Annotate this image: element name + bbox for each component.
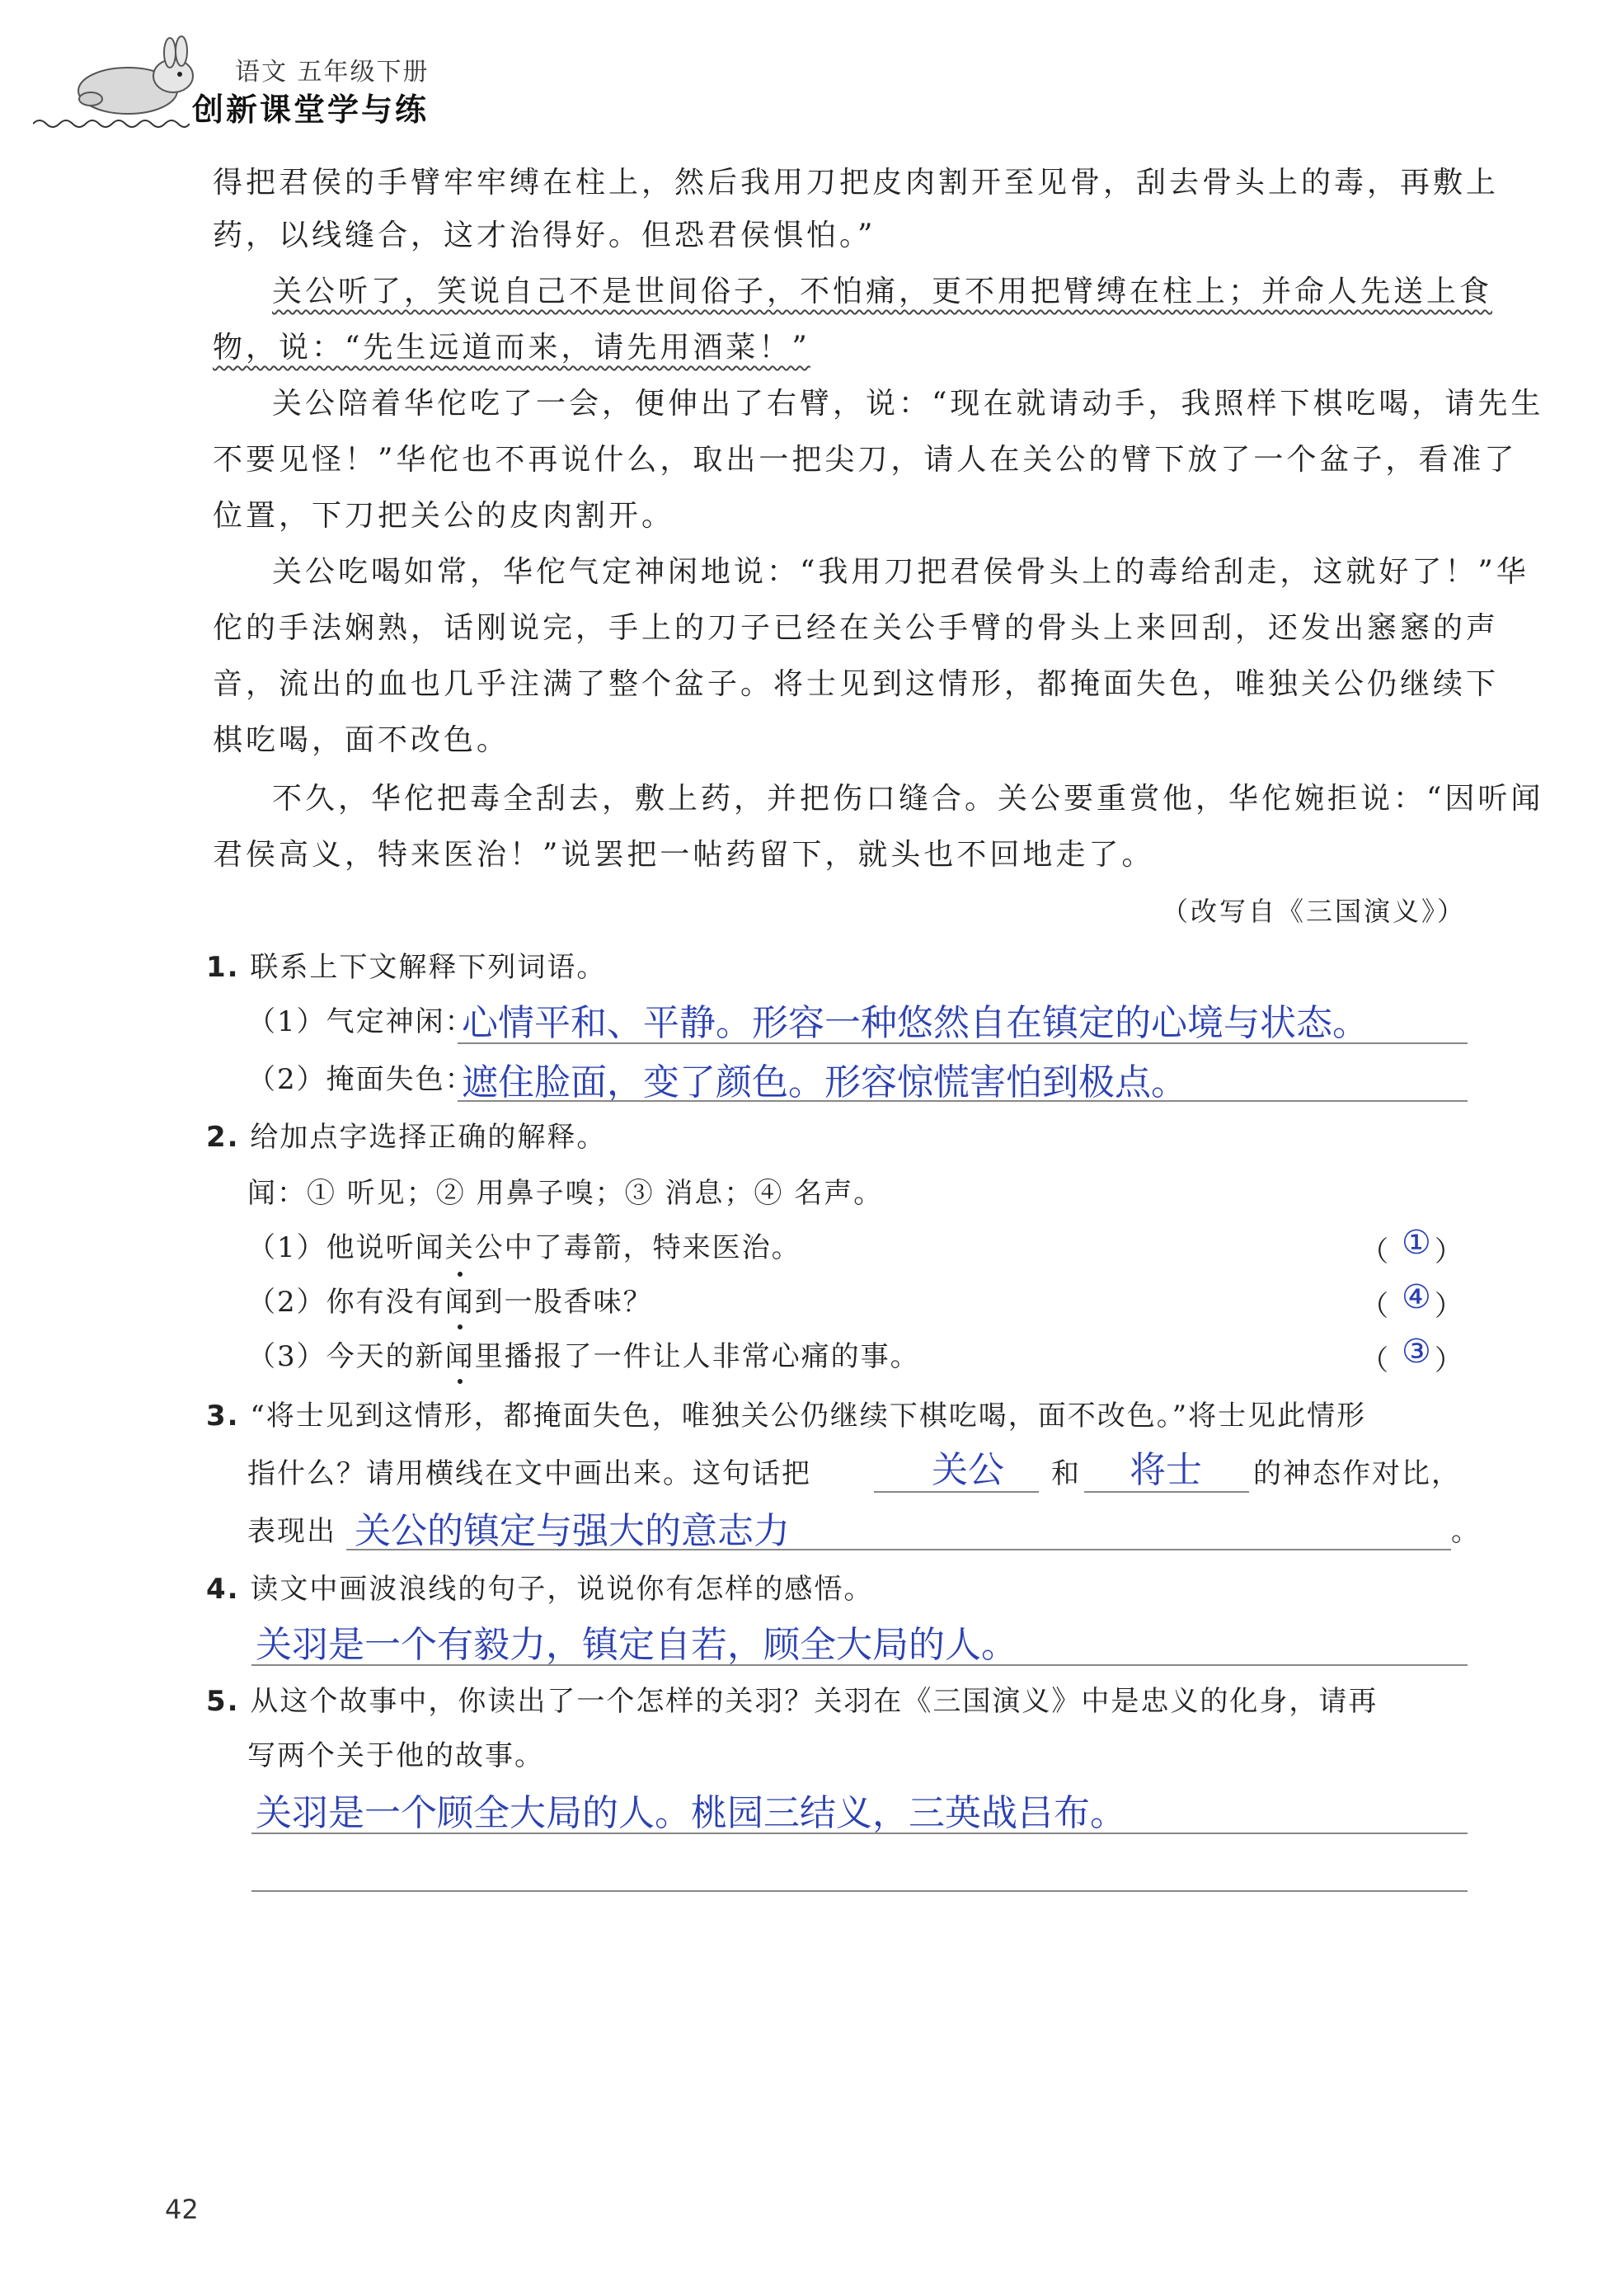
answer-line (251, 1890, 1468, 1892)
passage-source: （改写自《三国演义》） (1161, 896, 1466, 927)
paren-open: （ (1360, 1290, 1388, 1323)
q2-options: 闻：① 听见；② 用鼻子嗅；③ 消息；④ 名声。 (247, 1177, 884, 1210)
q3-line3-a: 表现出 (247, 1515, 336, 1548)
q1-item-label: （1）气定神闲： (247, 1005, 475, 1038)
q2-item-3: （3）今天的新闻里播报了一件让人非常心痛的事。 (247, 1340, 920, 1373)
passage-line: 佗的手法娴熟，话刚说完，手上的刀子已经在关公手臂的骨头上来回刮，还发出窸窸的声 (213, 611, 1500, 645)
q5-answer[interactable]: 关羽是一个顾全大局的人。桃园三结义，三英战吕布。 (256, 1792, 1126, 1834)
answer-line (251, 1833, 1468, 1834)
passage-line: 音，流出的血也几乎注满了整个盆子。将士见到这情形，都掩面失色，唯独关公仍继续下 (213, 667, 1500, 701)
rabbit-mascot-icon (58, 33, 198, 124)
answer-line (251, 1664, 1468, 1666)
passage-line-wavy: 关公听了，笑说自己不是世间俗子，不怕痛，更不用把臂缚在柱上；并命人先送上食 (272, 275, 1493, 308)
q3-line2-a: 指什么？请用横线在文中画出来。这句话把 (247, 1457, 811, 1490)
q4-answer[interactable]: 关羽是一个有毅力，镇定自若，顾全大局的人。 (256, 1624, 1017, 1666)
emphasis-dot (458, 1324, 463, 1329)
header-wavy-divider (33, 115, 190, 132)
passage-line: 不久，华佗把毒全刮去，敷上药，并把伤口缝合。关公要重赏他，华佗婉拒说：“因听闻 (272, 782, 1544, 816)
paren-open: （ (1360, 1344, 1388, 1377)
paren-close: ） (1435, 1290, 1463, 1323)
q1-answer-2[interactable]: 遮住脸面，变了颜色。形容惊慌害怕到极点。 (462, 1061, 1187, 1103)
answer-line (346, 1549, 1451, 1550)
q1-item-label: （2）掩面失色： (247, 1063, 475, 1096)
q3-line2-c: 的神态作对比， (1253, 1457, 1461, 1490)
q3-answer-a[interactable]: 关公 (932, 1449, 1004, 1491)
passage-line: 君侯高义，特来医治！”说罢把一帖药留下，就头也不回地走了。 (213, 838, 1155, 872)
page-number: 42 (165, 2194, 199, 2225)
q3-answer-b[interactable]: 将士 (1130, 1449, 1202, 1491)
answer-line (458, 1042, 1468, 1044)
q2-item-2: （2）你有没有闻到一股香味？ (247, 1286, 653, 1319)
passage-line-wavy: 物，说：“先生远道而来，请先用酒菜！” (213, 331, 810, 365)
passage-line: 关公吃喝如常，华佗气定神闲地说：“我用刀把君侯骨头上的毒给刮走，这就好了！”华 (272, 555, 1529, 589)
q3-line3-end: 。 (1451, 1515, 1481, 1548)
question-5: 5. 从这个故事中，你读出了一个怎样的关羽？关羽在《三国演义》中是忠义的化身，请再 (206, 1685, 1379, 1718)
answer-line (458, 1100, 1468, 1102)
passage-line: 棋吃喝，面不改色。 (213, 723, 510, 757)
answer-line (1084, 1491, 1249, 1493)
q1-answer-1[interactable]: 心情平和、平静。形容一种悠然自在镇定的心境与状态。 (462, 1002, 1369, 1044)
q2-answer-1[interactable]: ① (1402, 1224, 1431, 1262)
book-subtitle: 语文 五年级下册 (235, 58, 430, 87)
question-4: 4. 读文中画波浪线的句子，说说你有怎样的感悟。 (206, 1573, 874, 1606)
emphasis-dot (458, 1272, 463, 1277)
q3-line2-b: 和 (1051, 1457, 1081, 1490)
q2-answer-2[interactable]: ④ (1402, 1278, 1431, 1316)
paren-close: ） (1435, 1235, 1463, 1268)
series-title: 创新课堂学与练 (192, 92, 430, 128)
passage-line: 位置，下刀把关公的皮肉割开。 (213, 499, 675, 533)
passage-line: 药，以线缝合，这才治得好。但恐君侯惧怕。” (213, 219, 876, 252)
answer-line (874, 1491, 1039, 1493)
q5-line2: 写两个关于他的故事。 (247, 1739, 544, 1772)
paren-close: ） (1435, 1344, 1463, 1377)
paren-open: （ (1360, 1235, 1388, 1268)
emphasis-dot (458, 1379, 463, 1384)
passage-line: 不要见怪！”华佗也不再说什么，取出一把尖刀，请人在关公的臂下放了一个盆子，看准了 (213, 443, 1518, 477)
question-2: 2. 给加点字选择正确的解释。 (206, 1121, 607, 1154)
passage-line: 关公陪着华佗吃了一会，便伸出了右臂，说：“现在就请动手，我照样下棋吃喝，请先生 (272, 387, 1544, 421)
question-3: 3. “将士见到这情形，都掩面失色，唯独关公仍继续下棋吃喝，面不改色。”将士见此情形 (206, 1400, 1367, 1433)
q2-answer-3[interactable]: ③ (1402, 1333, 1431, 1371)
passage-line: 得把君侯的手臂牢牢缚在柱上，然后我用刀把皮肉割开至见骨，刮去骨头上的毒，再敷上 (213, 166, 1500, 200)
q2-item-1: （1）他说听闻关公中了毒箭，特来医治。 (247, 1231, 801, 1264)
question-1: 1. 联系上下文解释下列词语。 (206, 951, 607, 984)
q3-answer-c[interactable]: 关公的镇定与强大的意志力 (355, 1510, 790, 1552)
